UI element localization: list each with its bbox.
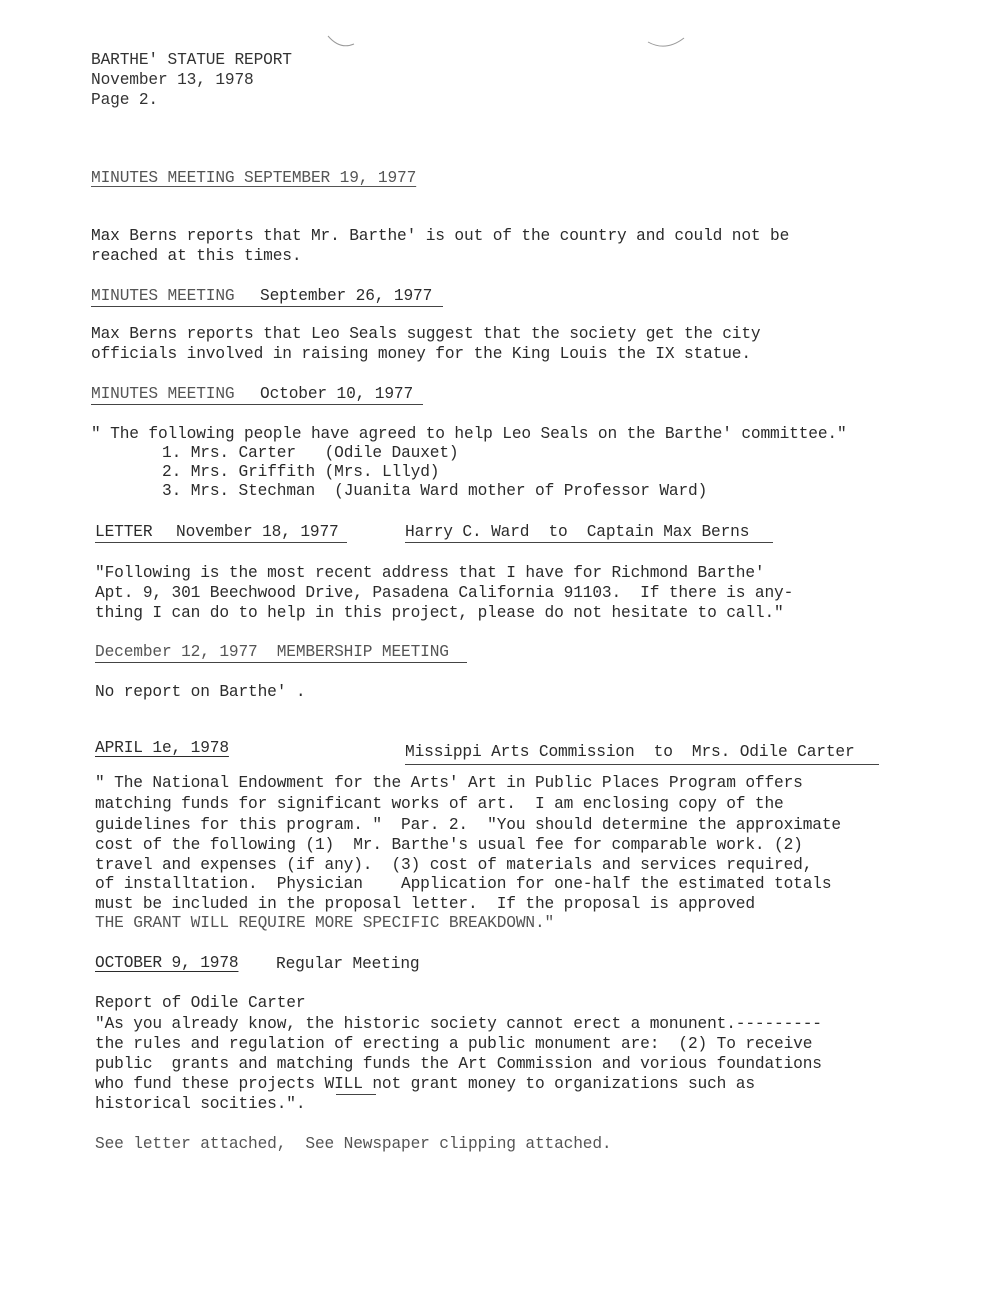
committee-list-item: 3. Mrs. Stechman (Juanita Ward mother of Professor Ward) xyxy=(162,482,708,500)
section-body-line: Max Berns reports that Leo Seals suggest that the society get the city xyxy=(91,325,761,343)
heading-parties: Harry C. Ward to Captain Max Berns xyxy=(405,523,750,541)
heading-date: APRIL 1e, 1978 xyxy=(95,739,229,757)
section-body-line: the rules and regulation of erecting a public monument are: (2) To receive xyxy=(95,1035,813,1053)
report-date: November 13, 1978 xyxy=(91,71,254,89)
heading-underline xyxy=(405,764,879,765)
will-underline xyxy=(336,1094,376,1095)
section-body-line: who fund these projects WILL not grant money to organizations such as xyxy=(95,1075,755,1093)
heading-label: MINUTES MEETING xyxy=(91,385,235,403)
heading-underline xyxy=(91,306,443,307)
report-title: BARTHE' STATUE REPORT xyxy=(91,51,292,69)
heading-label: MINUTES MEETING xyxy=(91,287,235,305)
heading-date: October 10, 1977 xyxy=(260,385,414,403)
section-heading-sept-19: MINUTES MEETING SEPTEMBER 19, 1977 xyxy=(91,169,417,187)
attachments-note: See letter attached, See Newspaper clipping attached. xyxy=(95,1135,612,1153)
heading-underline xyxy=(95,542,347,543)
section-body-line: historical socities.". xyxy=(95,1095,306,1113)
section-body-line: Report of Odile Carter xyxy=(95,994,306,1012)
section-body-line: reached at this times. xyxy=(91,247,302,265)
page-number: Page 2. xyxy=(91,91,158,109)
scan-mark-right xyxy=(646,30,686,52)
heading-date: November 18, 1977 xyxy=(176,523,339,541)
section-body-line: guidelines for this program. " Par. 2. "You should determine the approximate xyxy=(95,816,841,834)
section-body-line: officials involved in raising money for the King Louis the IX statue. xyxy=(91,345,751,363)
section-body-line: public grants and matching funds the Art Commission and vorious foundations xyxy=(95,1055,822,1073)
heading-date: OCTOBER 9, 1978 xyxy=(95,954,239,972)
section-body-line: travel and expenses (if any). (3) cost of materials and services required, xyxy=(95,856,813,874)
section-body-line: must be included in the proposal letter. If the proposal is approved xyxy=(95,895,755,913)
committee-list-item: 1. Mrs. Carter (Odile Dauxet) xyxy=(162,444,459,462)
section-heading-dec-12: December 12, 1977 MEMBERSHIP MEETING xyxy=(95,643,449,661)
section-body-line: No report on Barthe' . xyxy=(95,683,306,701)
section-body-line: Apt. 9, 301 Beechwood Drive, Pasadena California 91103. If there is any- xyxy=(95,584,794,602)
section-body-line: cost of the following (1) Mr. Barthe's usual fee for comparable work. (2) xyxy=(95,836,803,854)
section-body-line: of installtation. Physician Application for one-half the estimated totals xyxy=(95,875,832,893)
heading-parties: Missippi Arts Commission to Mrs. Odile Carter xyxy=(405,743,855,761)
heading-date: September 26, 1977 xyxy=(260,287,433,305)
committee-list-item: 2. Mrs. Griffith (Mrs. Lllyd) xyxy=(162,463,440,481)
section-body-line: "As you already know, the historic society cannot erect a monunent.--------- xyxy=(95,1015,822,1033)
section-body-line: " The National Endowment for the Arts' Art in Public Places Program offers xyxy=(95,774,803,792)
heading-underline xyxy=(405,542,773,543)
heading-underline xyxy=(91,404,423,405)
heading-label: LETTER xyxy=(95,523,153,541)
section-body-line: "Following is the most recent address that I have for Richmond Barthe' xyxy=(95,564,765,582)
section-body-line: THE GRANT WILL REQUIRE MORE SPECIFIC BREAKDOWN." xyxy=(95,914,555,932)
section-intro: " The following people have agreed to help Leo Seals on the Barthe' committee." xyxy=(91,425,847,443)
heading-label: Regular Meeting xyxy=(276,955,420,973)
heading-underline xyxy=(95,662,467,663)
section-body-line: thing I can do to help in this project, please do not hesitate to call." xyxy=(95,604,784,622)
section-body-line: matching funds for significant works of art. I am enclosing copy of the xyxy=(95,795,784,813)
scan-mark-left xyxy=(326,30,356,52)
section-body-line: Max Berns reports that Mr. Barthe' is out of the country and could not be xyxy=(91,227,790,245)
